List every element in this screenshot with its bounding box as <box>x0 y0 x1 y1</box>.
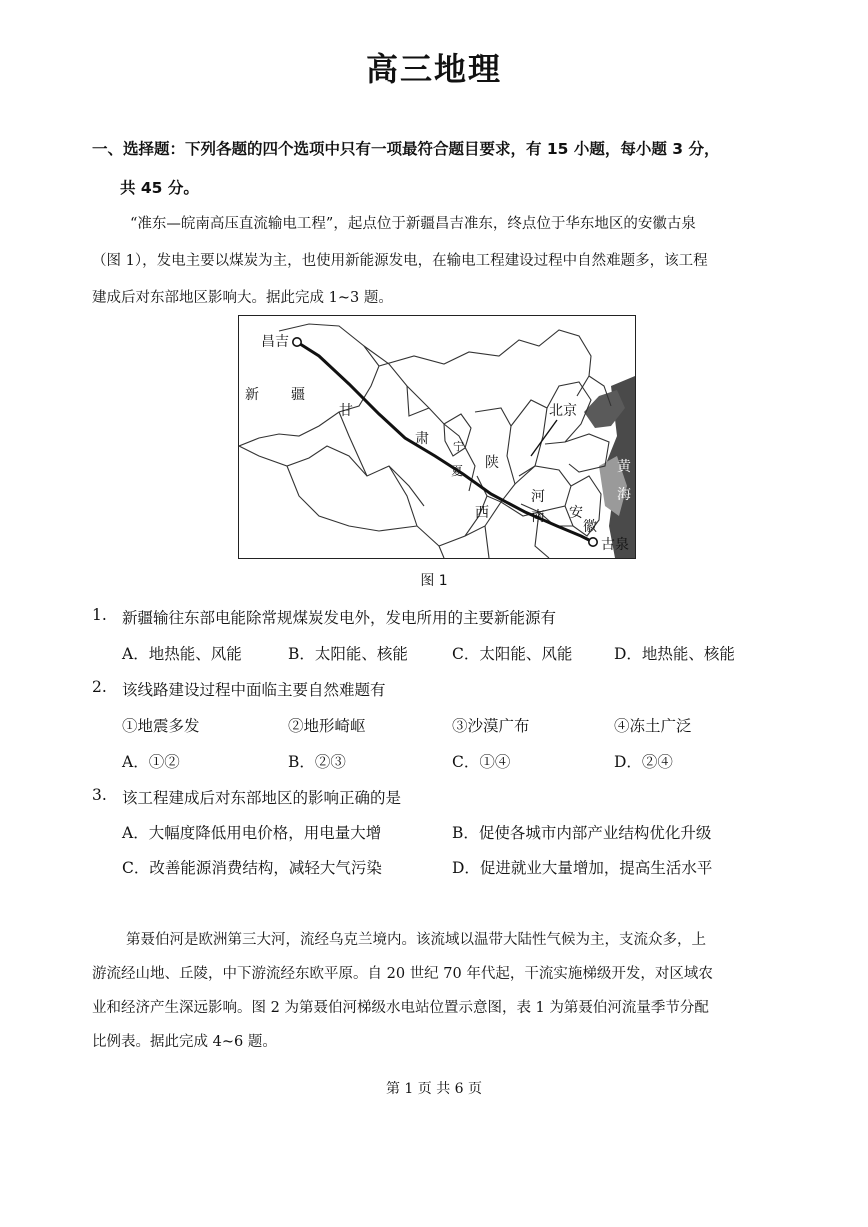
statement-item: ②地形崎岖 <box>288 717 366 735</box>
option-c: C．①④ <box>452 753 511 771</box>
page-title: 高三地理 <box>365 50 502 88</box>
label-xinjiang-1: 新 <box>245 387 259 403</box>
option-d: D．地热能、核能 <box>614 645 735 663</box>
label-xi: 西 <box>475 505 489 521</box>
label-su: 肃 <box>415 431 429 447</box>
statement-item: ①地震多发 <box>122 717 200 735</box>
border-misc-2 <box>407 386 429 416</box>
option-d: D．促进就业大量增加，提高生活水平 <box>452 859 713 877</box>
option-c: C．太阳能、风能 <box>452 645 573 663</box>
label-xinjiang-2: 疆 <box>291 387 305 403</box>
label-beijing: 北京 <box>549 403 577 419</box>
passage2-line: 游流经山地、丘陵，中下游流经东欧平原。自 20 世纪 70 年代起，干流实施梯级开发，对区域农 <box>92 966 713 982</box>
question-number: 2. <box>92 678 107 696</box>
label-he: 河 <box>531 489 545 505</box>
border-tibet <box>287 466 417 531</box>
label-nan: 南 <box>531 509 545 525</box>
passage2-line: 第聂伯河是欧洲第三大河，流经乌克兰境内。该流域以温带大陆性气候为主，支流众多，上 <box>126 932 706 948</box>
label-ning: 宁 <box>453 440 464 453</box>
border-shandong <box>565 434 609 472</box>
page-footer: 第 1 页 共 6 页 <box>385 1081 483 1097</box>
label-shaan: 陕 <box>485 455 499 471</box>
label-xia: 夏 <box>451 464 464 478</box>
passage1-line: （图 1），发电主要以煤炭为主，也使用新能源发电，在输电工程建设过程中自然难题多，该工程 <box>92 253 708 269</box>
label-huang: 黄 <box>617 459 631 475</box>
label-hui: 徽 <box>583 519 597 535</box>
label-an: 安 <box>569 505 583 521</box>
border-xinjiang-north <box>239 324 379 446</box>
border-misc-1 <box>339 412 367 476</box>
passage1-line: 建成后对东部地区影响大。据此完成 1~3 题。 <box>92 290 393 306</box>
guquan-point <box>589 538 597 546</box>
option-b: B．促使各城市内部产业结构优化升级 <box>452 824 712 842</box>
section-heading-line2: 共 45 分。 <box>120 179 199 197</box>
label-hai: 海 <box>617 487 631 503</box>
figure-caption: 图 1 <box>420 573 448 589</box>
border-misc-6 <box>485 526 489 558</box>
option-c: C．改善能源消费结构，减轻大气污染 <box>122 859 382 877</box>
passage2-line: 比例表。据此完成 4~6 题。 <box>92 1034 277 1050</box>
map-figure-1 <box>238 315 636 559</box>
option-a: A．地热能、风能 <box>122 645 242 663</box>
passage2-line: 业和经济产生深远影响。图 2 为第聂伯河梯级水电站位置示意图，表 1 为第聂伯河流量季节分配 <box>92 1000 709 1016</box>
passage1-line: “准东—皖南高压直流输电工程”，起点位于新疆昌吉准东，终点位于华东地区的安徽古泉 <box>130 216 696 232</box>
statement-item: ③沙漠广布 <box>452 717 530 735</box>
option-a: A．大幅度降低用电价格，用电量大增 <box>122 824 382 842</box>
question-stem: 该工程建成后对东部地区的影响正确的是 <box>122 789 402 807</box>
option-d: D．②④ <box>614 753 673 771</box>
border-shanxi <box>511 400 547 476</box>
option-b: B．太阳能、核能 <box>288 645 408 663</box>
section-heading-line1: 一、选择题：下列各题的四个选项中只有一项最符合题目要求，有 15 小题，每小题 3 分， <box>92 140 720 158</box>
question-stem: 该线路建设过程中面临主要自然难题有 <box>122 681 386 699</box>
border-xinjiang-south <box>239 446 424 506</box>
statement-item: ④冻土广泛 <box>614 717 692 735</box>
label-changji: 昌吉 <box>261 334 289 350</box>
question-number: 3. <box>92 786 107 804</box>
option-b: B．②③ <box>288 753 346 771</box>
changji-point <box>293 338 301 346</box>
border-misc-5 <box>439 546 444 558</box>
option-a: A．①② <box>122 753 180 771</box>
label-guquan: 古泉 <box>601 537 629 553</box>
question-stem: 新疆输往东部电能除常规煤炭发电外，发电所用的主要新能源有 <box>122 609 557 627</box>
question-number: 1. <box>92 606 107 624</box>
label-gan: 甘 <box>339 403 353 419</box>
